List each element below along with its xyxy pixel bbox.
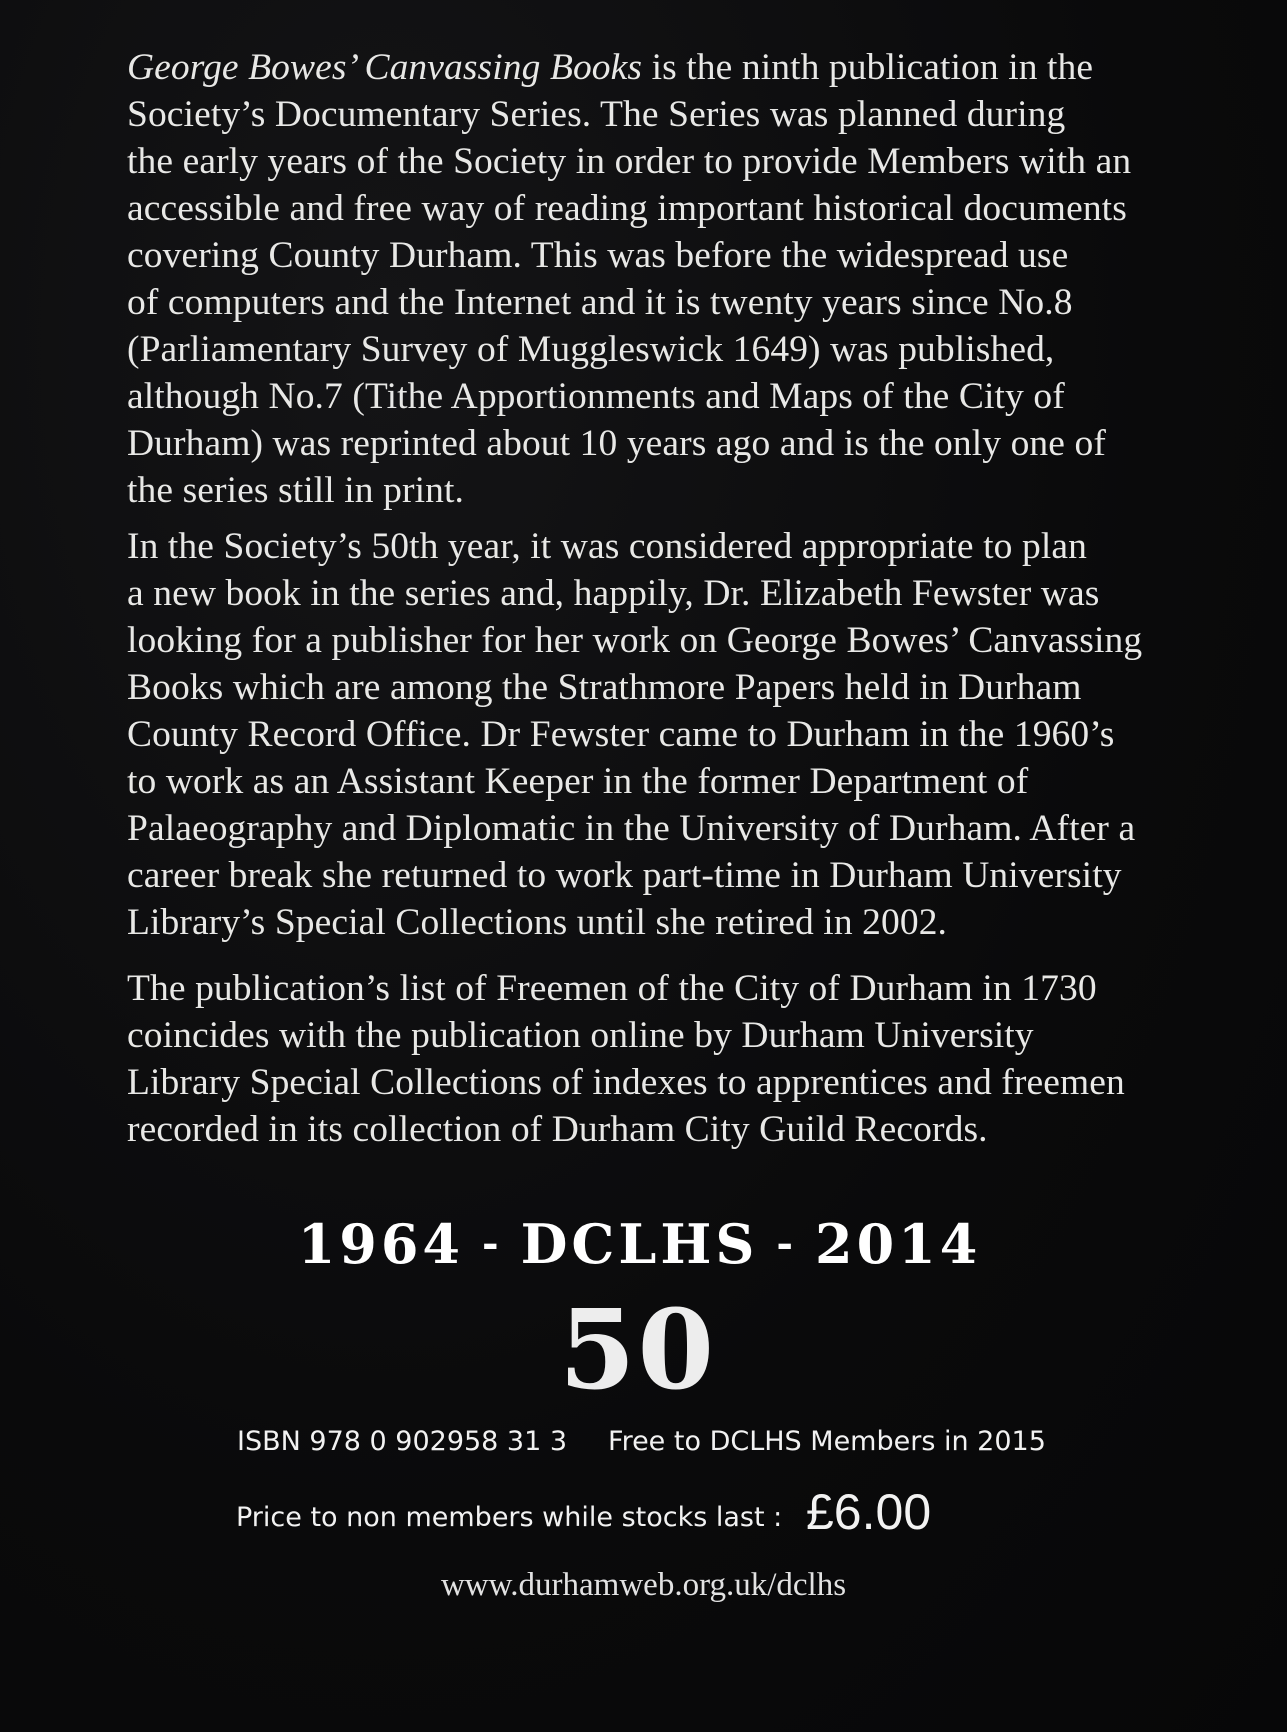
blurb-line: a new book in the series and, happily, Dr. Elizabeth Fewster was — [127, 573, 1100, 614]
blurb-line: accessible and free way of reading important historical documents — [127, 188, 1127, 229]
blurb-line: In the Society’s 50th year, it was considered appropriate to plan — [127, 526, 1087, 567]
anniversary-number: 50 — [558, 1285, 717, 1414]
society-acronym: DCLHS — [520, 1212, 759, 1276]
price-label: Price to non members while stocks last : — [236, 1502, 783, 1533]
blurb-line: of computers and the Internet and it is twenty years since No.8 — [127, 282, 1073, 323]
anniversary-separator: - — [481, 1220, 503, 1267]
blurb-line: Durham) was reprinted about 10 years ago and is the only one of — [127, 423, 1106, 464]
book-title-italic: George Bowes’ Canvassing Books — [127, 47, 643, 88]
blurb-line: to work as an Assistant Keeper in the former Department of — [127, 761, 1029, 802]
anniversary-start-year: 1964 — [297, 1212, 464, 1276]
blurb-line: coincides with the publication online by Durham University — [127, 1015, 1034, 1056]
blurb-line: The publication’s list of Freemen of the City of Durham in 1730 — [127, 968, 1097, 1009]
price-value: £6.00 — [806, 1484, 932, 1540]
blurb-line: Society’s Documentary Series. The Series was planned during — [127, 94, 1066, 135]
blurb-line: covering County Durham. This was before the widespread use — [127, 235, 1069, 276]
blurb-paragraph-3 — [127, 965, 1187, 1153]
member-free-note: Free to DCLHS Members in 2015 — [608, 1426, 1046, 1457]
blurb-line-text: is the ninth publication in the — [642, 47, 1094, 88]
blurb-paragraph-2 — [127, 523, 1187, 946]
blurb-line: the early years of the Society in order to provide Members with an — [127, 141, 1132, 182]
blurb-line: (Parliamentary Survey of Muggleswick 1649) was published, — [127, 329, 1055, 370]
blurb-line: the series still in print. — [127, 470, 464, 511]
blurb-line: career break she returned to work part-time in Durham University — [127, 855, 1122, 896]
isbn-text: ISBN 978 0 902958 31 3 — [237, 1426, 568, 1457]
blurb-line: Palaeography and Diplomatic in the University of Durham. After a — [127, 808, 1136, 849]
blurb-line — [127, 44, 1187, 91]
anniversary-end-year: 2014 — [815, 1212, 982, 1276]
blurb-line: although No.7 (Tithe Apportionments and Maps of the City of — [127, 376, 1065, 417]
blurb-line: County Record Office. Dr Fewster came to Durham in the 1960’s — [127, 714, 1115, 755]
blurb-line: Library Special Collections of indexes to apprentices and freemen — [127, 1062, 1125, 1103]
anniversary-separator: - — [776, 1220, 797, 1267]
blurb-line: recorded in its collection of Durham City Guild Records. — [127, 1109, 988, 1150]
blurb-line: looking for a publisher for her work on George Bowes’ Canvassing — [127, 620, 1143, 661]
website-url: www.durhamweb.org.uk/dclhs — [440, 1567, 847, 1603]
blurb-paragraph-1 — [127, 44, 1187, 514]
anniversary-banner — [0, 1212, 1283, 1276]
blurb-line: Library’s Special Collections until she retired in 2002. — [127, 902, 948, 943]
blurb-line: Books which are among the Strathmore Papers held in Durham — [127, 667, 1082, 708]
